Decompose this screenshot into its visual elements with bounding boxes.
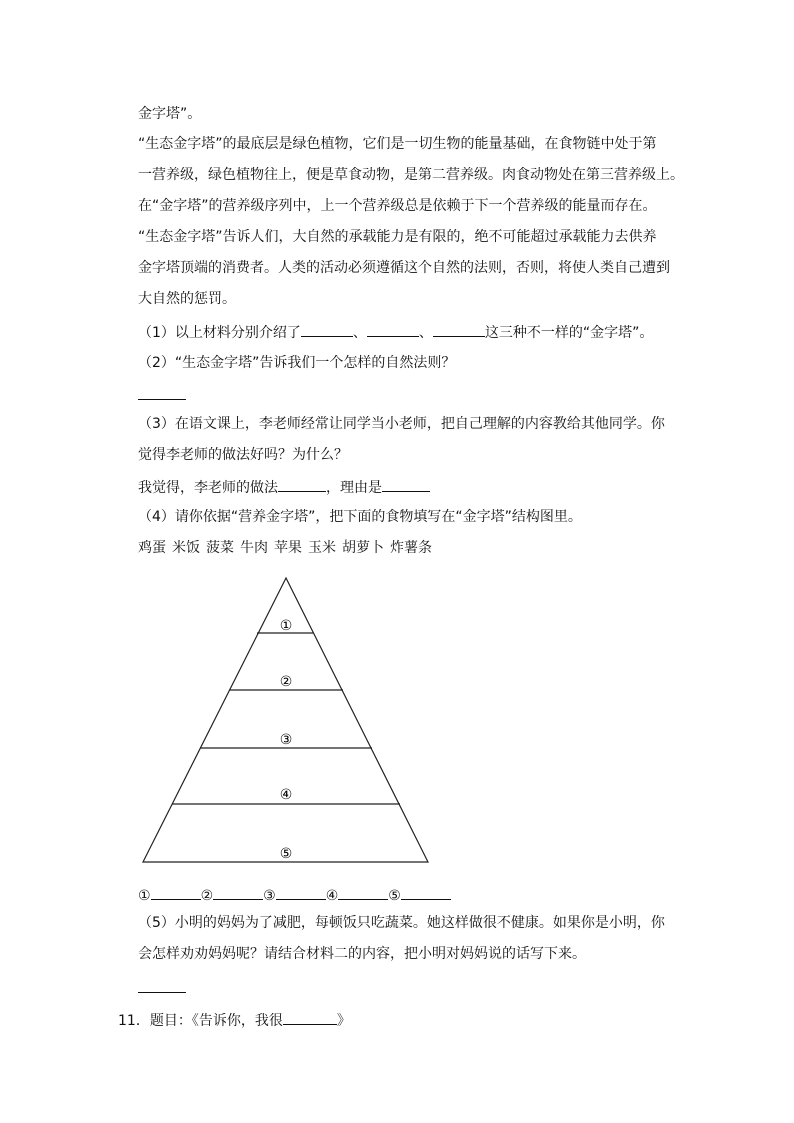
food-item: 炸薯条 [390,540,432,556]
level-label: ② [200,888,214,904]
separator: 、 [418,325,433,341]
answer-blank-level3[interactable] [276,885,326,900]
question-1 [138,322,653,342]
question-11 [118,1010,351,1030]
answer-blank-3a[interactable] [278,477,326,492]
food-item: 菠菜 [206,540,234,556]
question-5-line1: （5）小明的妈妈为了减肥，每顿饭只吃蔬菜。她这样做很不健康。如果你是小明，你 [138,915,665,931]
level-label: ③ [263,888,276,904]
answer-prefix: 我觉得，李老师的做法 [138,480,278,496]
paragraph-line: 在“金字塔”的营养级序列中，上一个营养级总是依赖于下一个营养级的能量而存在。 [138,198,657,214]
question-3-line1: （3）在语文课上，李老师经常让同学当小老师，把自己理解的内容教给其他同学。你 [138,416,665,432]
answer-mid: ，理由是 [326,480,382,496]
food-item: 胡萝卜 [342,540,384,556]
food-item: 鸡蛋 [138,540,166,556]
answer-blank-1a[interactable] [301,322,353,337]
question-3-line2: 觉得李老师的做法好吗？为什么？ [138,447,348,463]
food-pyramid-diagram [140,574,432,866]
question-11-prefix: 11．题目：《告诉你，我很 [118,1013,283,1029]
question-1-prefix: （1）以上材料分别介绍了 [138,325,301,341]
paragraph-line: “生态金字塔”告诉人们，大自然的承载能力是有限的，绝不可能超过承载能力去供养 [138,229,657,245]
question-3-answer [138,477,430,497]
answer-blank-level2[interactable] [213,885,263,900]
question-4: （4）请你依据“营养金字塔”，把下面的食物填写在“金字塔”结构图里。 [138,509,582,525]
paragraph-line: 金字塔顶端的消费者。人类的活动必须遵循这个自然的法则，否则，将使人类自己遭到 [138,260,670,276]
paragraph-line: 金字塔”。 [138,106,202,122]
answer-blank-level5[interactable] [401,885,451,900]
food-list [138,539,438,557]
pyramid-level-label: ④ [279,787,293,803]
paragraph-line: 大自然的惩罚。 [138,291,236,307]
level-label: ④ [325,888,339,904]
level-label: ① [138,888,151,904]
question-11-suffix: 》 [336,1013,351,1029]
question-5-line2: 会怎样劝劝妈妈呢？请结合材料二的内容，把小明对妈妈说的话写下来。 [138,946,586,962]
answer-blank-3b[interactable] [382,477,430,492]
pyramid-level-label: ③ [279,732,293,748]
separator: 、 [352,325,367,341]
level-label: ⑤ [388,888,401,904]
food-item: 牛肉 [240,540,268,556]
food-item: 米饭 [172,540,200,556]
food-item: 苹果 [274,540,302,556]
answer-blank-11[interactable] [283,1010,337,1025]
answer-blank-1b[interactable] [367,322,419,337]
pyramid-answer-row [138,885,451,905]
paragraph-line: 一营养级，绿色植物往上，便是草食动物，是第二营养级。肉食动物处在第三营养级上。 [138,167,684,183]
answer-blank-5[interactable] [138,992,186,993]
answer-blank-1c[interactable] [433,322,485,337]
question-1-suffix: 这三种不一样的“金字塔”。 [484,325,654,341]
paragraph-line: “生态金字塔”的最底层是绿色植物，它们是一切生物的能量基础，在食物链中处于第 [138,136,657,152]
pyramid-level-label: ② [279,674,293,690]
pyramid-level-label: ① [279,618,293,634]
answer-blank-2[interactable] [138,399,186,400]
pyramid-level-label: ⑤ [279,846,293,862]
answer-blank-level1[interactable] [151,885,201,900]
question-2: （2）“生态金字塔”告诉我们一个怎样的自然法则？ [138,355,456,371]
food-item: 玉米 [308,540,336,556]
answer-blank-level4[interactable] [338,885,388,900]
